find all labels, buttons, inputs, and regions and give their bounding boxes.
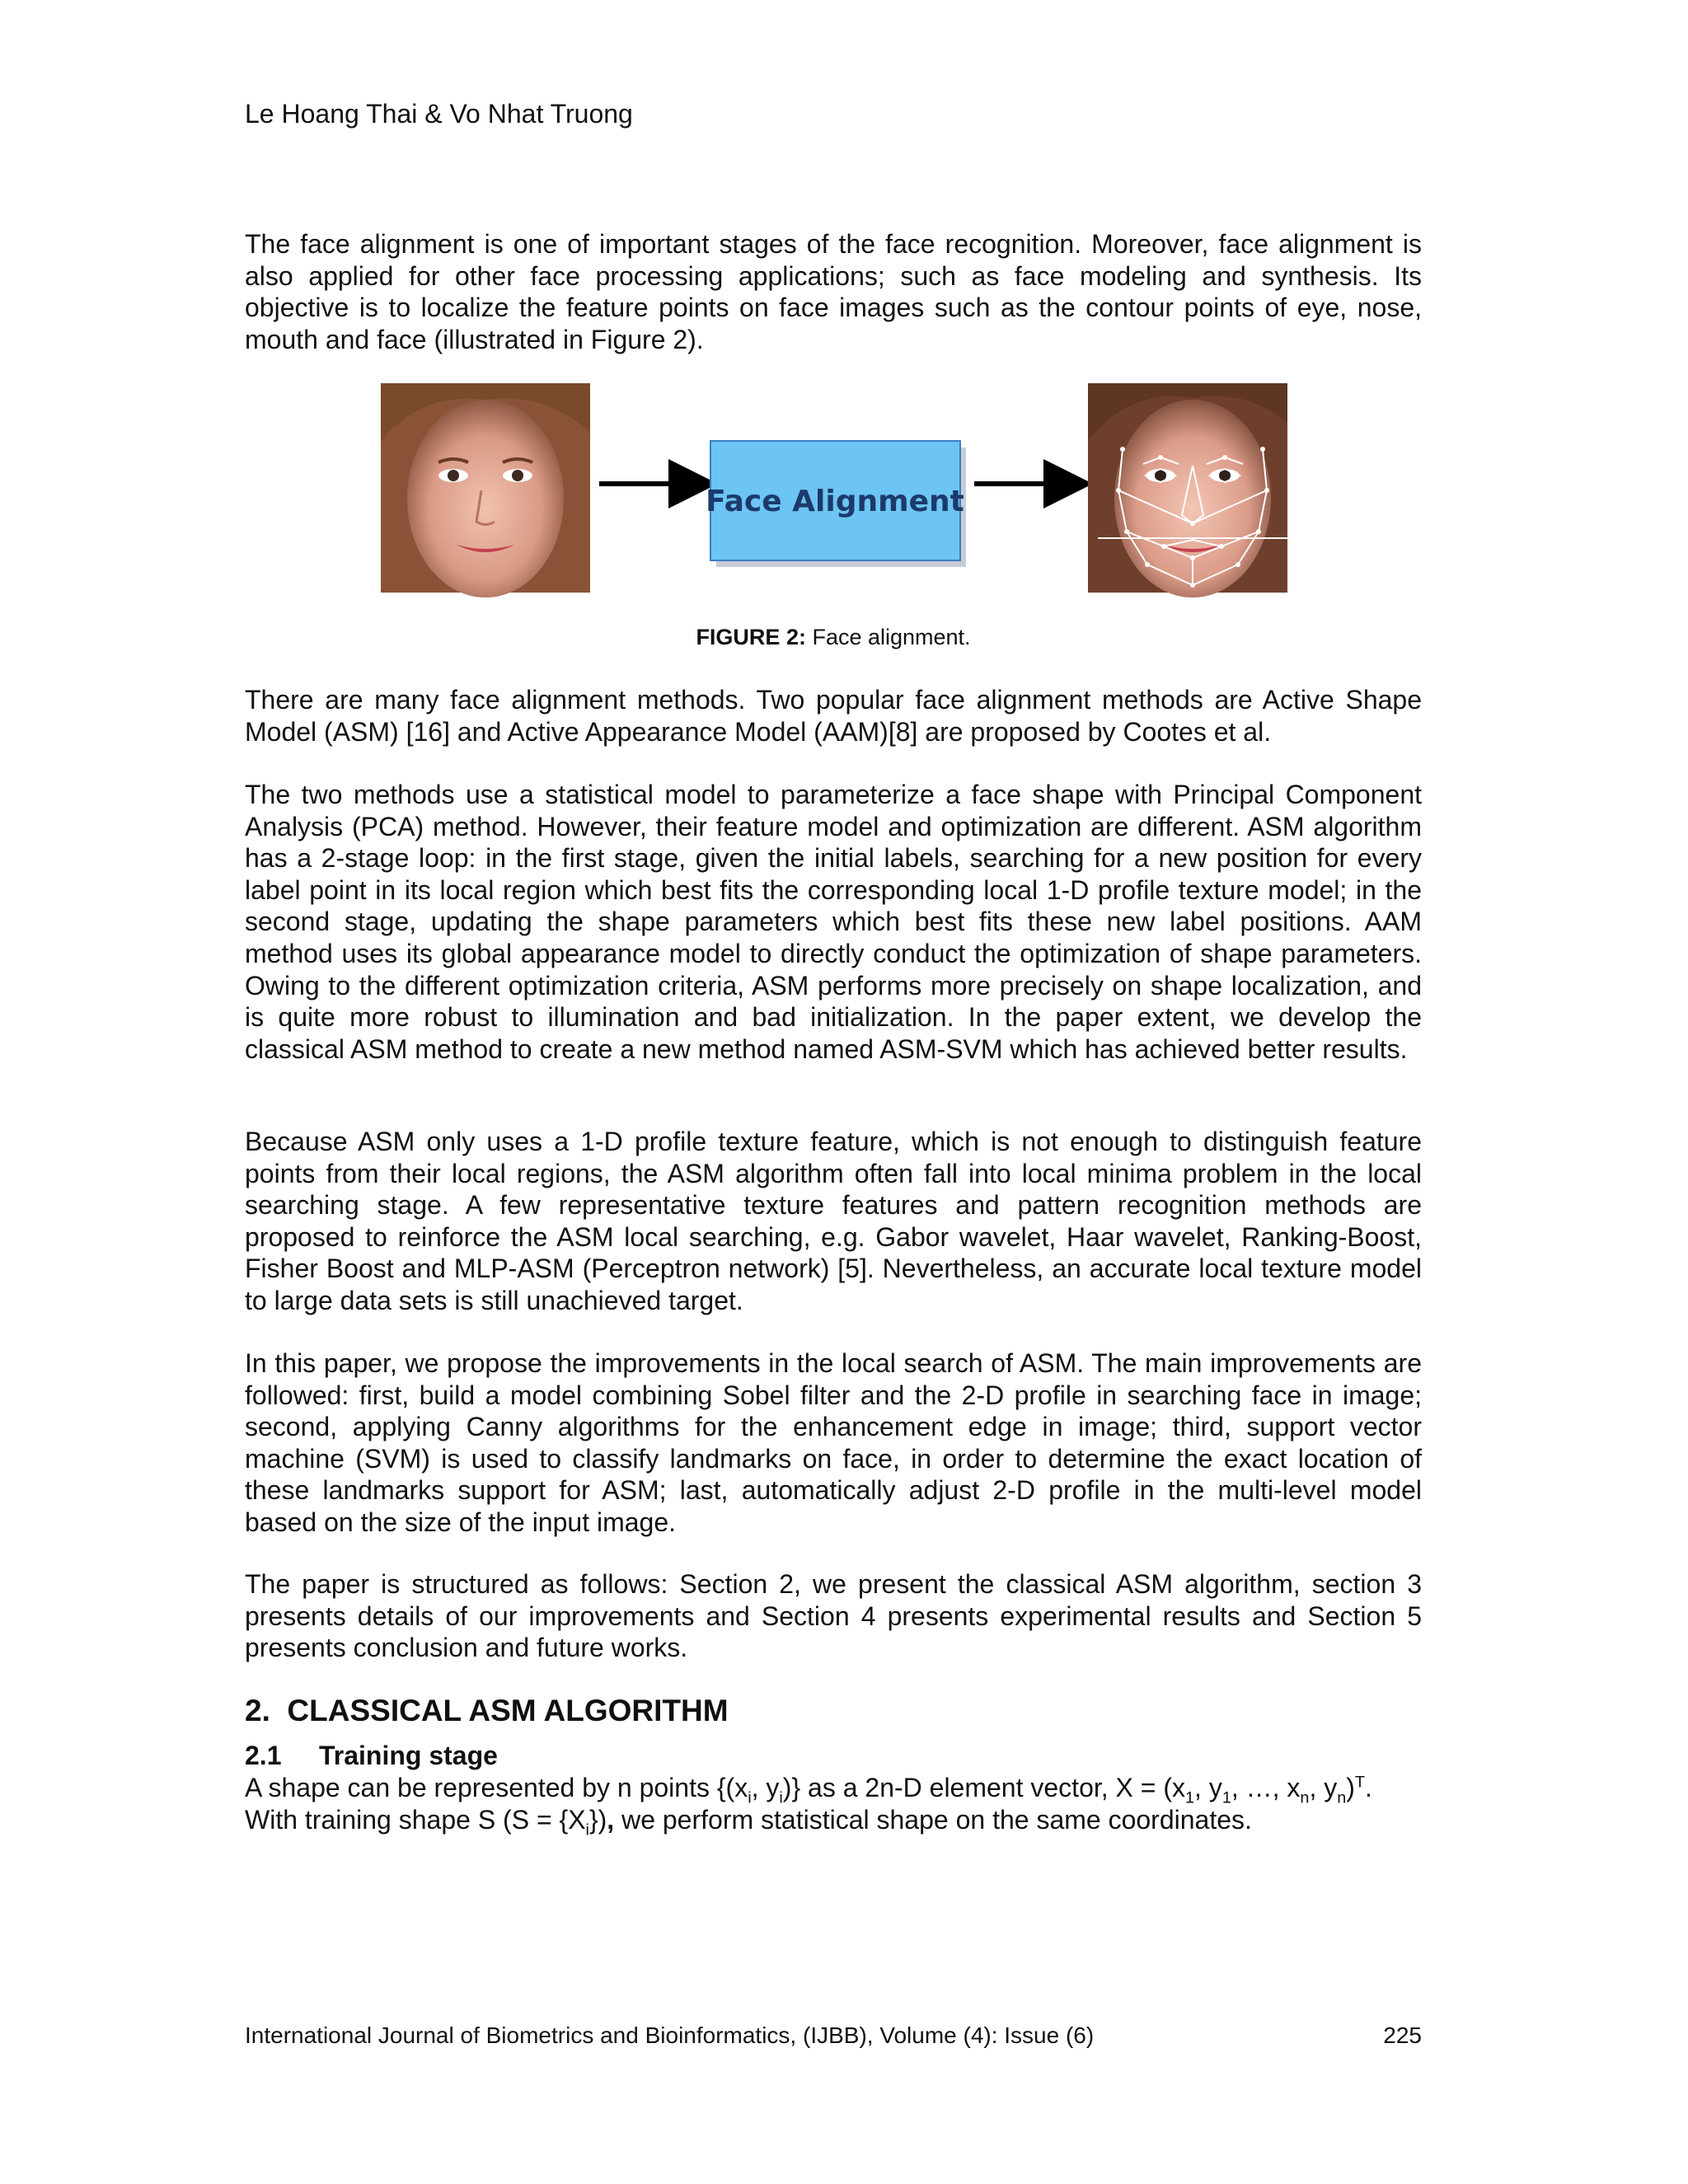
figure-face-alignment [381, 383, 1287, 599]
paragraph-training: A shape can be represented by n points {($x_i$, $y_i$)} as a 2n-D element vector, $X = (x_1$, $y_1$, …, $x_n$, $y_n)^T$. With training shape S $(S = \{X_i\})$, we perform statistical shape on the same coordinates. [245, 1773, 1372, 1839]
page-number: 225 [1383, 2022, 1422, 2048]
figure-diagram [381, 383, 1287, 599]
paragraph-intro: The face alignment is one of important stages of the face recognition. Moreover, face alignment is also applied for other face processing applications; such as face modeling and synthesis. Its objective is to localize the feature points on face images such as the contour points of eye, nose, mouth and face (illustrated in Figure 2). [245, 229, 1422, 354]
paragraph-improvements: In this paper, we propose the improvements in the local search of ASM. The main improvements are followed: first, build a model combining Sobel filter and the 2-D profile in searching face in image; second, applying Canny algorithms for the enhancement edge in image; third, support vector machine (SVM) is used to classify landmarks on face, in order to determine the exact location of these landmarks support for ASM; last, automatically adjust 2-D profile in the multi-level model based on the size of the input image. [245, 1348, 1422, 1537]
journal-citation: International Journal of Biometrics and Bioinformatics, (IJBB), Volume (4): Issue (6) [245, 2022, 1095, 2048]
subsection-title: Training stage [319, 1741, 498, 1770]
subsection-number: 2.1 [245, 1741, 282, 1770]
aligned-face-image [1088, 383, 1287, 598]
face-alignment-label: Face Alignment [706, 485, 964, 518]
running-header: Le Hoang Thai & Vo Nhat Truong [245, 99, 633, 129]
caption-text: Face alignment. [805, 625, 971, 649]
caption-label: FIGURE 2: [696, 625, 806, 649]
input-face-image [381, 383, 590, 598]
section-heading [245, 1694, 729, 1728]
page [245, 0, 1422, 2184]
paragraph-local-search: Because ASM only uses a 1-D profile texture feature, which is not enough to distinguish feature points from their local regions, the ASM algorithm often fall into local minima problem in the local searching stage. A few representative texture features and pattern recognition methods are proposed to reinforce the ASM local searching, e.g. Gabor wavelet, Haar wavelet, Ranking-Boost, Fisher Boost and MLP-ASM (Perceptron network) [5]. Nevertheless, an accurate local texture model to large data sets is still unachieved target. [245, 1127, 1422, 1315]
figure-caption [245, 625, 1422, 650]
section-number: 2. [245, 1694, 270, 1727]
paragraph-structure: The paper is structured as follows: Section 2, we present the classical ASM algorithm, section 3 presents details of our improvements and Section 4 presents experimental results and Section 5 presents conclusion and future works. [245, 1569, 1422, 1663]
face-alignment-box [706, 441, 966, 567]
section-title: CLASSICAL ASM ALGORITHM [287, 1694, 729, 1727]
paragraph-asm-aam: The two methods use a statistical model to parameterize a face shape with Principal Component Analysis (PCA) method. However, their feature model and optimization are different. ASM algorithm has a 2-stage loop: in the first stage, given the initial labels, searching for a new position for every label point in its local region which best fits the corresponding local 1-D profile texture model; in the second stage, updating the shape parameters which best fits these new label positions. AAM method uses its global appearance model to directly conduct the optimization of shape parameters. Owing to the different optimization criteria, ASM performs more precisely on shape localization, and is quite more robust to illumination and bad initialization. In the paper extent, we develop the classical ASM method to create a new method named ASM-SVM which has achieved better results. [245, 780, 1422, 1064]
page-footer [245, 2022, 1422, 2049]
subsection-heading [245, 1741, 498, 1771]
paragraph-methods: There are many face alignment methods. Two popular face alignment methods are Active Shape Model (ASM) [16] and Active Appearance Model (AAM)[8] are proposed by Cootes et al. [245, 685, 1422, 747]
